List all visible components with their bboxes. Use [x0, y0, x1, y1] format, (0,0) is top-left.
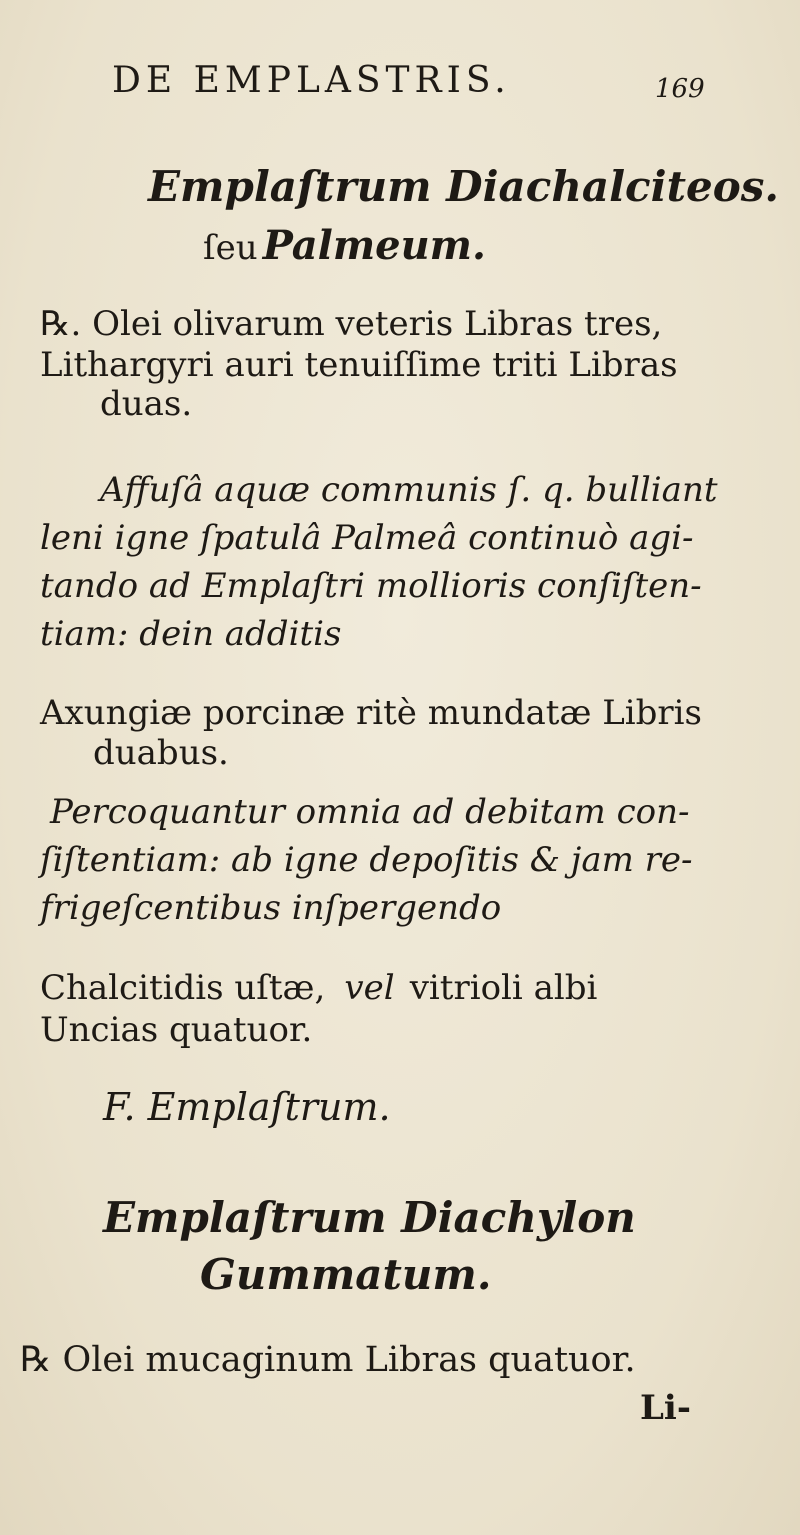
- ingredient-line: ℞ Olei mucaginum Libras quatuor.: [20, 1340, 636, 1380]
- ingredient-line: duas.: [100, 384, 193, 424]
- page-number: 169: [655, 74, 705, 104]
- recipe-title: Gummatum.: [200, 1250, 492, 1299]
- instruction-line: leni igne ſpatulâ Palmeâ continuò agi-: [40, 518, 694, 558]
- instruction-line: ſiſtentiam: ab igne depoſitis & jam re-: [40, 840, 693, 880]
- catchword: Li-: [640, 1388, 691, 1428]
- ingredient-line: [40, 968, 597, 1008]
- ingredient-line: Axungiæ porcinæ ritè mundatæ Libris: [40, 693, 703, 733]
- ingredient-part: vitrioli albi: [409, 968, 598, 1008]
- instruction-line: tiam: dein additis: [40, 614, 342, 654]
- instruction-line: tando ad Emplaſtri mollioris conſiſten-: [40, 566, 702, 606]
- ingredient-part: vel: [344, 968, 395, 1008]
- recipe-title: Emplaſtrum Diachylon: [103, 1193, 636, 1242]
- ingredient-line: Lithargyri auri tenuiſſime triti Libras: [40, 345, 678, 385]
- ingredient-line: ℞. Olei olivarum veteris Libras tres,: [40, 304, 663, 344]
- running-header: DE EMPLASTRIS.: [112, 60, 511, 101]
- recipe-title: Emplaſtrum Diachalciteos.: [148, 162, 779, 211]
- instruction-line: Percoquantur omnia ad debitam con-: [50, 792, 690, 832]
- ingredient-line: Uncias quatuor.: [40, 1010, 313, 1050]
- ingredient-part: Chalcitidis uſtæ,: [40, 968, 326, 1008]
- instruction-line: frigeſcentibus inſpergendo: [40, 888, 502, 928]
- recipe-final: F. Emplaſtrum.: [103, 1085, 391, 1129]
- instruction-line: Affuſâ aquæ communis ſ. q. bulliant: [100, 470, 718, 510]
- subtitle-italic: Palmeum.: [262, 222, 486, 269]
- subtitle-roman: ſeu: [203, 228, 258, 268]
- recipe-subtitle: [203, 222, 486, 269]
- ingredient-line: duabus.: [93, 733, 229, 773]
